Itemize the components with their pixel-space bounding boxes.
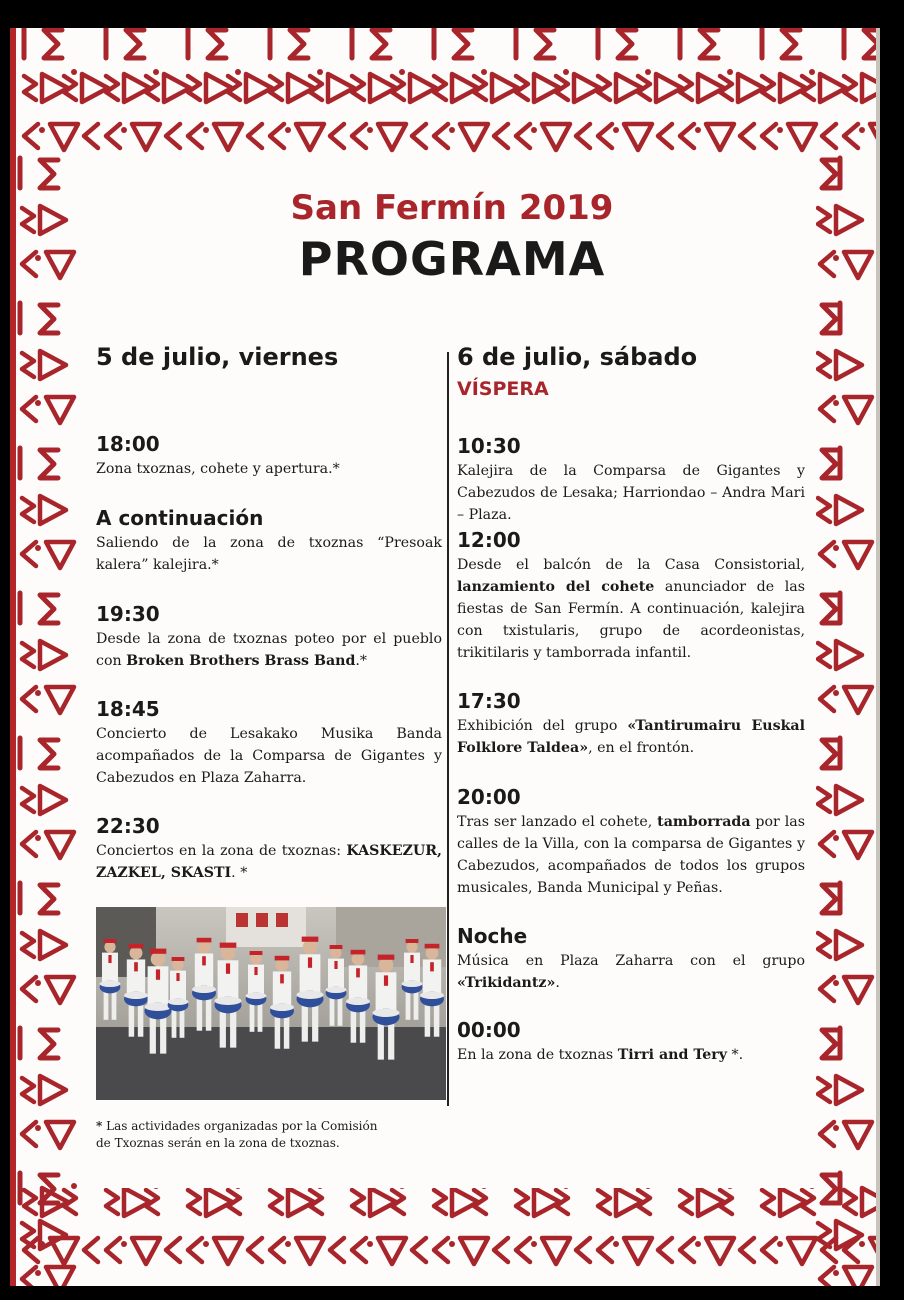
highlight-text: lanzamiento del cohete — [457, 579, 655, 595]
body-text: Desde el balcón de la Casa Consistorial, — [457, 557, 805, 573]
event-item — [96, 504, 442, 576]
day-heading: 5 de julio, viernes — [96, 343, 339, 371]
footnote — [96, 1118, 396, 1152]
event-time: 20:00 — [457, 785, 521, 809]
event-time: 10:30 — [457, 434, 521, 458]
event-description — [457, 950, 805, 994]
event-description — [96, 840, 442, 884]
event-item — [96, 600, 442, 672]
highlight-text: tamborrada — [657, 814, 751, 830]
event-item — [457, 687, 805, 759]
page-title: San Fermín 2019 — [290, 188, 614, 228]
body-text: . * — [231, 865, 248, 881]
event-time: Noche — [457, 924, 528, 948]
body-text: , en el frontón. — [588, 740, 695, 756]
body-text: Concierto de Lesakako Musika Banda acompañados de la Comparsa de Gigantes y Cabezudos en Plaza Zaharra. — [96, 726, 442, 786]
highlight-text: Broken Brothers Brass Band — [126, 653, 356, 669]
body-text: Conciertos en la zona de txoznas: — [96, 843, 347, 859]
body-text: .* — [355, 653, 368, 669]
highlight-text: KASKEZUR, ZAZKEL, SKASTI — [96, 843, 442, 881]
body-text: *. — [727, 1047, 744, 1063]
event-description — [96, 628, 442, 672]
event-item — [457, 432, 805, 526]
body-text: Saliendo de la zona de txoznas “Presoak kalera” kalejira.* — [96, 535, 442, 573]
event-description — [457, 1044, 805, 1066]
body-text: Zona txoznas, cohete y apertura.* — [96, 461, 340, 477]
event-time: 18:00 — [96, 432, 160, 456]
body-text: Tras ser lanzado el cohete, — [457, 814, 658, 830]
tamborrada-photo — [96, 907, 446, 1100]
footnote-text: Las actividades organizadas por la Comisión de Txoznas serán en la zona de txoznas. — [96, 1119, 378, 1150]
event-time: 12:00 — [457, 528, 521, 552]
event-item — [457, 526, 805, 664]
event-description — [457, 460, 805, 526]
event-item — [96, 695, 442, 789]
event-item — [457, 1016, 805, 1066]
event-time: 18:45 — [96, 697, 160, 721]
body-text: por las calles de la Villa, con la comparsa de Gigantes y Cabezudos, acompañados de todos los grupos musicales, Banda Municipal y Peñas. — [457, 814, 806, 896]
event-item — [457, 922, 805, 994]
event-item — [96, 812, 442, 884]
page-subtitle: PROGRAMA — [298, 232, 606, 286]
event-item — [457, 783, 805, 899]
highlight-text: «Trikidantz» — [457, 975, 556, 991]
event-description — [457, 554, 805, 664]
event-item — [96, 430, 442, 480]
event-description — [457, 715, 805, 759]
drummers-illustration — [96, 907, 446, 1100]
event-description — [457, 811, 805, 899]
body-text: En la zona de txoznas — [457, 1047, 618, 1063]
body-text: Desde la zona de txoznas poteo por el pueblo con — [96, 631, 442, 669]
body-text: Exhibición del grupo — [457, 718, 628, 734]
highlight-text: Tirri and Tery — [617, 1047, 728, 1063]
day-subtitle: VÍSPERA — [457, 378, 549, 400]
event-time: 00:00 — [457, 1018, 521, 1042]
column-divider — [447, 352, 449, 1106]
event-time: 22:30 — [96, 814, 160, 838]
event-time: A continuación — [96, 506, 264, 530]
body-text: Kalejira de la Comparsa de Gigantes y Cabezudos de Lesaka; Harriondao – Andra Mari – Plaza. — [457, 463, 805, 523]
event-description — [96, 532, 442, 576]
event-description — [96, 458, 442, 480]
event-description — [96, 723, 442, 789]
event-time: 17:30 — [457, 689, 521, 713]
body-text: anunciador de las fiestas de San Fermín. A continuación, kalejira con txistularis, grupo de acordeonistas, trikitilaris y tamborrada infantil. — [457, 579, 805, 661]
body-text: . — [555, 975, 560, 991]
footnote-star: * — [96, 1119, 103, 1133]
event-time: 19:30 — [96, 602, 160, 626]
day-heading: 6 de julio, sábado — [457, 343, 698, 371]
highlight-text: «Tantirumairu Euskal Folklore Taldea» — [457, 718, 805, 756]
body-text: Música en Plaza Zaharra con el grupo — [457, 953, 805, 969]
